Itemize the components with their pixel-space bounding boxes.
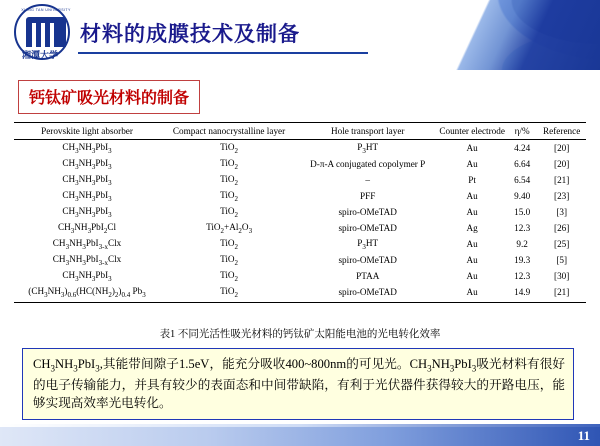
table-row [14, 140, 586, 157]
table-cell: [3] [556, 207, 568, 218]
table-cell: TiO$_2$ [220, 205, 239, 219]
column-header-efficiency: η/% [507, 123, 537, 140]
table-cell: [5] [556, 255, 568, 266]
table-cell: Au [437, 284, 507, 302]
table-row [14, 156, 586, 172]
table-cell: TiO$_2$ [220, 269, 239, 283]
table-cell: $CH_3NH_3PbI_3$ [62, 157, 112, 171]
table-cell: 12.3 [514, 271, 531, 282]
table-cell: Au [466, 207, 478, 218]
table-cell: D-π-A conjugated copolymer P [310, 159, 426, 170]
table-cell: $CH_3NH_3PbI_3$ [62, 269, 112, 283]
table-cell: PFF [360, 191, 376, 202]
footer-bar [0, 424, 600, 446]
table-cell: Pt [468, 175, 476, 186]
data-table-container [14, 122, 586, 303]
table-body [14, 140, 586, 303]
table-cell: 6.54 [514, 175, 531, 186]
table-cell: $CH_3NH_3PbI_3$ [62, 173, 112, 187]
table-cell: [21] [554, 175, 570, 186]
column-header-reference: Reference [537, 123, 586, 140]
title-underline [78, 52, 368, 54]
table-cell: 4.24 [514, 143, 531, 153]
table-cell: PTAA [356, 271, 380, 282]
column-header-htl: Hole transport layer [298, 123, 437, 140]
table-cell: $CH_3NH_3PbI_3$ [62, 205, 112, 219]
table-cell: $CH_3NH_3PbI_3$ [62, 189, 112, 203]
table-row [14, 252, 586, 268]
table-cell: Au [466, 191, 478, 202]
table-cell: TiO$_2$ [220, 253, 239, 267]
table-cell: Ag [466, 223, 478, 234]
table-cell: Au [466, 159, 478, 170]
table-row [14, 236, 586, 252]
table-cell: Au [466, 239, 478, 250]
table-cell: 9.40 [514, 191, 531, 202]
table-cell: TiO$_2$ [220, 173, 239, 187]
table-cell: 9.2 [516, 239, 528, 250]
table-cell: $TiO_2+Al_2O_3$ [206, 221, 253, 235]
column-header-absorber: Perovskite light absorber [14, 123, 160, 140]
table-cell: TiO$_2$ [220, 237, 239, 251]
perovskite-efficiency-table [14, 122, 586, 303]
table-cell: $P_3HT$ [357, 141, 379, 155]
table-cell: TiO$_2$ [220, 189, 239, 203]
table-cell: TiO$_2$ [160, 284, 298, 302]
note-text: $CH_3NH_3PbI_3$,其能带间隙子1.5eV，能充分吸收400~800nm的可见光。$CH_3NH_3PbI_3$吸光材料有很好的电子传输能力，并具有较少的表面态和中间带缺陷，有利于光伏器件获得较大的开路电压，能够实现高效率光电转化。 [33, 357, 565, 410]
logo-english-text: XIANG TAN UNIVERSITY [21, 8, 71, 12]
slide-header-banner [0, 0, 600, 70]
table-cell: [25] [554, 239, 570, 250]
table-cell: 14.9 [507, 284, 537, 302]
table-cell: [20] [554, 143, 570, 153]
table-cell: Au [466, 255, 478, 266]
section-subtitle: 钙钛矿吸光材料的制备 [29, 90, 190, 107]
logo-chinese-text: 湘潭大学 [21, 50, 58, 60]
table-cell: 19.3 [514, 255, 531, 266]
table-cell: 12.3 [514, 223, 531, 234]
table-cell: $CH_3NH_3PbI_3$ [62, 141, 112, 155]
table-header-row [14, 123, 586, 140]
table-cell: [30] [554, 271, 570, 282]
table-cell: $CH_3NH_3PbI_{3-x}Clx$ [52, 237, 122, 251]
table-cell: [26] [554, 223, 570, 234]
table-cell: $CH_3NH_3PbI_2Cl$ [58, 221, 117, 235]
table-cell: spiro-OMeTAD [338, 207, 397, 218]
table-cell: TiO$_2$ [220, 141, 239, 155]
table-cell: [21] [537, 284, 586, 302]
column-header-counter-electrode: Counter electrode [437, 123, 507, 140]
table-cell: 15.0 [514, 207, 531, 218]
section-subtitle-box [18, 80, 200, 114]
table-cell: spiro-OMeTAD [298, 284, 437, 302]
page-number: 11 [577, 428, 590, 443]
column-header-layer: Compact nanocrystalline layer [160, 123, 298, 140]
table-cell: spiro-OMeTAD [338, 255, 397, 266]
note-box [22, 348, 574, 420]
table-row [14, 284, 586, 302]
table-cell: [20] [554, 159, 570, 170]
table-cell: spiro-OMeTAD [338, 223, 397, 234]
university-logo [10, 4, 70, 64]
table-cell: $(CH_3NH_3)_{0.6}(HC(NH_2)_2)_{0.4}$ $Pb_3$ [14, 284, 160, 302]
table-row [14, 268, 586, 284]
table-row [14, 188, 586, 204]
logo-gate-icon [26, 17, 66, 47]
table-row [14, 172, 586, 188]
table-row [14, 220, 586, 236]
table-cell: TiO$_2$ [220, 157, 239, 171]
page-title: 材料的成膜技术及制备 [80, 22, 300, 46]
table-row [14, 204, 586, 220]
table-cell: $P_3HT$ [357, 237, 379, 251]
table-caption: 表1 不同光活性吸光材料的钙钛矿太阳能电池的光电转化效率 [159, 329, 441, 340]
table-cell: $CH_3NH_3PbI_{3-x}Clx$ [52, 253, 122, 267]
table-cell: [23] [554, 191, 570, 202]
table-cell: 6.64 [514, 159, 531, 170]
table-cell: – [365, 175, 371, 186]
table-cell: Au [466, 271, 478, 282]
table-cell: Au [466, 143, 478, 153]
